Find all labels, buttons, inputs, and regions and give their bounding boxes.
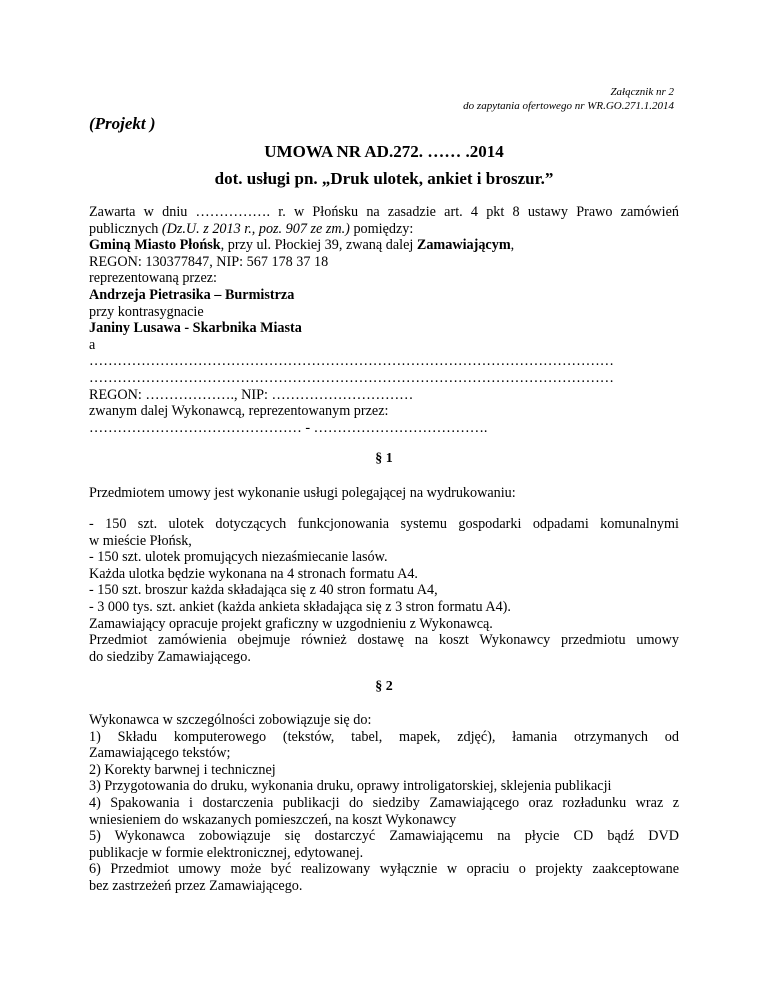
section-2-body	[89, 712, 679, 895]
parties-line: zwanym dalej Wykonawcą, reprezentowanym przez:	[89, 403, 389, 420]
text-span: publicznych	[89, 220, 162, 237]
party-name: Gminą Miasto Płońsk	[89, 237, 221, 254]
section-2-heading: § 2	[375, 679, 393, 694]
section-line: Przedmiot zamówienia obejmuje również dostawę na koszt Wykonawcy przedmiotu umowy	[89, 632, 679, 649]
section-1-body	[89, 516, 679, 665]
section-line: 4) Spakowania i dostarczenia publikacji do siedziby Zamawiającego oraz rozładunku wraz z	[89, 794, 679, 811]
contract-title: UMOWA NR AD.272. …… .2014	[264, 142, 504, 161]
section-line: - 150 szt. ulotek promujących niezaśmiecanie lasów.	[89, 549, 388, 566]
section-line: - 150 szt. ulotek dotyczących funkcjonowania systemu gospodarki odpadami komunalnymi	[89, 516, 679, 532]
treasurer-name: Janiny Lusawa - Skarbnika Miasta	[89, 320, 302, 337]
parties-line: przy kontrasygnacie	[89, 303, 204, 320]
blank-line: …………………………………………………………………………………………………	[89, 353, 614, 370]
section-line: Zamawiający opracuje projekt graficzny w uzgodnieniu z Wykonawcą.	[89, 615, 493, 632]
section-line: Zamawiającego tekstów;	[89, 745, 231, 762]
section-line: - 150 szt. broszur każda składająca się z 40 stron formatu A4,	[89, 582, 438, 599]
section-line: w mieście Płońsk,	[89, 532, 192, 549]
section-line: do siedziby Zamawiającego.	[89, 648, 251, 665]
blank-line: …………………………………………………………………………………………………	[89, 369, 614, 386]
parties-line	[89, 237, 679, 254]
party-role: Zamawiającym	[416, 237, 511, 254]
section-line: Przedmiotem umowy jest wykonanie usługi polegającej na wydrukowaniu:	[89, 485, 516, 501]
parties-line: REGON: 130377847, NIP: 567 178 37 18	[89, 253, 329, 270]
section-line: 5) Wykonawca zobowiązuje się dostarczyć Zamawiającemu na płycie CD bądź DVD	[89, 828, 679, 845]
representative-name: Andrzeja Pietrasika – Burmistrza	[89, 286, 295, 303]
parties-line: REGON: ………………., NIP: …………………………	[89, 386, 414, 403]
parties-line	[89, 221, 679, 238]
legal-reference: (Dz.U. z 2013 r., poz. 907 ze zm.)	[161, 220, 350, 237]
section-line: bez zastrzeżeń przez Zamawiającego.	[89, 877, 303, 894]
text-span: ,	[510, 237, 515, 254]
section-line: - 3 000 tys. szt. ankiet (każda ankieta składająca się z 3 stron formatu A4).	[89, 598, 511, 615]
section-1-heading: § 1	[375, 451, 393, 466]
section-line: Wykonawca w szczególności zobowiązuje się do:	[89, 712, 372, 728]
section-line: 3) Przygotowania do druku, wykonania druku, oprawy introligatorskiej, sklejenia publikacji	[89, 778, 612, 795]
parties-block	[89, 204, 679, 436]
attachment-number: Załącznik nr 2	[610, 86, 674, 98]
parties-line: reprezentowaną przez:	[89, 270, 217, 287]
section-line: Każda ulotka będzie wykonana na 4 stronach formatu A4.	[89, 565, 418, 582]
blank-line: ……………………………………… - ……………………………….	[89, 419, 488, 436]
projekt-label: (Projekt )	[89, 114, 156, 133]
section-line: 1) Składu komputerowego (tekstów, tabel, mapek, zdjęć), łamania otrzymanych od	[89, 728, 679, 745]
attachment-reference: do zapytania ofertowego nr WR.GO.271.1.2014	[463, 100, 674, 112]
section-1-intro	[89, 485, 679, 502]
section-line: 2) Korekty barwnej i technicznej	[89, 761, 276, 778]
parties-line: Zawarta w dniu ……………. r. w Płońsku na zasadzie art. 4 pkt 8 ustawy Prawo zamówień	[89, 204, 679, 220]
parties-line: a	[89, 336, 96, 353]
contract-subtitle: dot. usługi pn. „Druk ulotek, ankiet i broszur.”	[214, 169, 554, 188]
section-line: wniesieniem do wskazanych pomieszczeń, na koszt Wykonawcy	[89, 811, 457, 828]
text-span: pomiędzy:	[349, 220, 414, 237]
section-line: publikacje w formie elektronicznej, edytowanej.	[89, 844, 364, 861]
section-line: 6) Przedmiot umowy może być realizowany wyłącznie w opraciu o projekty zaakceptowane	[89, 861, 679, 878]
text-span: , przy ul. Płockiej 39, zwaną dalej	[220, 237, 417, 254]
